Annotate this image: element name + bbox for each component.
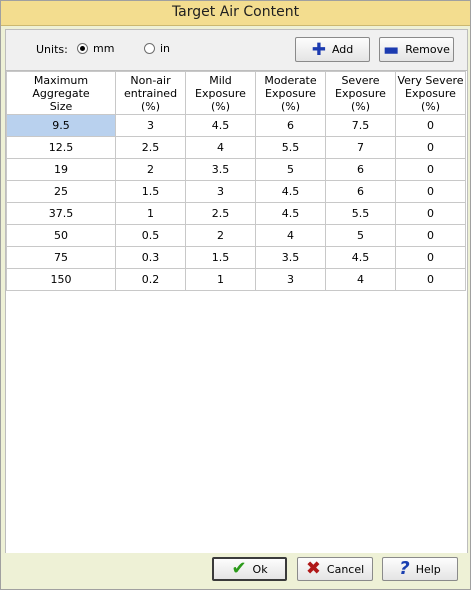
table-cell[interactable]: 3.5: [256, 247, 326, 269]
cancel-button-label: Cancel: [326, 562, 365, 576]
x-icon: ✖: [305, 558, 321, 579]
table-cell[interactable]: 12.5: [7, 137, 116, 159]
column-header-aggregate-size[interactable]: [7, 72, 116, 115]
header-line: entrained: [123, 86, 178, 100]
table-cell[interactable]: 0: [396, 247, 466, 269]
window-title: Target Air Content: [171, 4, 300, 20]
table-cell[interactable]: 2.5: [186, 203, 256, 225]
column-header-non-air-entrained[interactable]: [116, 72, 186, 115]
table-cell[interactable]: 0.3: [116, 247, 186, 269]
table-cell[interactable]: 0: [396, 181, 466, 203]
units-radio-in-label: in: [160, 42, 171, 55]
header-line: Non-air: [130, 73, 171, 87]
table-row[interactable]: [7, 115, 466, 137]
table-cell[interactable]: 5.5: [326, 203, 396, 225]
table-row[interactable]: [7, 159, 466, 181]
table-cell[interactable]: 0: [396, 115, 466, 137]
header-line: (%): [140, 99, 161, 113]
air-content-table-area[interactable]: [6, 70, 467, 553]
table-cell[interactable]: 0.2: [116, 269, 186, 291]
table-cell[interactable]: 6: [256, 115, 326, 137]
table-cell[interactable]: 5.5: [256, 137, 326, 159]
table-cell[interactable]: 150: [7, 269, 116, 291]
table-cell[interactable]: 0: [396, 225, 466, 247]
table-cell[interactable]: 5: [326, 225, 396, 247]
table-cell[interactable]: 3: [256, 269, 326, 291]
table-cell[interactable]: 4.5: [256, 181, 326, 203]
table-cell[interactable]: 0: [396, 159, 466, 181]
table-cell[interactable]: 5: [256, 159, 326, 181]
table-cell[interactable]: 1: [186, 269, 256, 291]
header-line: Maximum Aggregate: [32, 73, 90, 100]
ok-button-label: Ok: [252, 562, 268, 576]
header-line: (%): [350, 99, 371, 113]
table-cell[interactable]: 3: [116, 115, 186, 137]
table-row[interactable]: [7, 247, 466, 269]
header-line: (%): [210, 99, 231, 113]
table-cell[interactable]: 2: [116, 159, 186, 181]
table-cell[interactable]: 7: [326, 137, 396, 159]
radio-unselected-icon[interactable]: [144, 43, 155, 54]
header-line: (%): [280, 99, 301, 113]
minus-icon: ▬: [383, 39, 400, 60]
add-button-label: Add: [331, 43, 354, 56]
dialog-body: [5, 29, 468, 553]
table-header-row: [7, 72, 466, 115]
table-cell[interactable]: 0: [396, 269, 466, 291]
column-header-severe-exposure[interactable]: [326, 72, 396, 115]
table-cell[interactable]: 4: [326, 269, 396, 291]
table-cell[interactable]: 3: [186, 181, 256, 203]
column-header-very-severe-exposure[interactable]: [396, 72, 466, 115]
table-cell[interactable]: 1.5: [116, 181, 186, 203]
table-row[interactable]: [7, 181, 466, 203]
remove-button-label: Remove: [405, 43, 450, 56]
table-cell[interactable]: 4.5: [256, 203, 326, 225]
help-button-label: Help: [415, 562, 441, 576]
header-line: Exposure: [265, 86, 316, 100]
header-line: Mild: [209, 73, 232, 87]
table-cell[interactable]: 19: [7, 159, 116, 181]
header-line: Severe: [341, 73, 380, 87]
remove-button[interactable]: [379, 37, 454, 62]
table-cell[interactable]: 4: [186, 137, 256, 159]
checkmark-icon: ✔: [231, 558, 247, 579]
table-row[interactable]: [7, 225, 466, 247]
column-header-moderate-exposure[interactable]: [256, 72, 326, 115]
table-cell[interactable]: 75: [7, 247, 116, 269]
table-cell[interactable]: 2: [186, 225, 256, 247]
table-cell[interactable]: 2.5: [116, 137, 186, 159]
column-header-mild-exposure[interactable]: [186, 72, 256, 115]
table-row[interactable]: [7, 203, 466, 225]
header-line: Exposure: [335, 86, 386, 100]
table-row[interactable]: [7, 269, 466, 291]
table-cell[interactable]: 4.5: [326, 247, 396, 269]
radio-selected-icon[interactable]: [77, 43, 88, 54]
table-cell[interactable]: 50: [7, 225, 116, 247]
title-bar[interactable]: [1, 1, 470, 26]
table-cell[interactable]: 1: [116, 203, 186, 225]
help-button[interactable]: [382, 557, 458, 581]
table-cell[interactable]: 0.5: [116, 225, 186, 247]
header-line: Size: [49, 99, 73, 113]
header-line: Very Severe: [397, 73, 464, 87]
table-cell[interactable]: 3.5: [186, 159, 256, 181]
header-line: Exposure: [405, 86, 456, 100]
header-line: (%): [420, 99, 441, 113]
units-radio-in[interactable]: [144, 42, 170, 55]
table-row[interactable]: [7, 137, 466, 159]
table-cell[interactable]: 6: [326, 181, 396, 203]
header-line: Moderate: [264, 73, 317, 87]
table-cell[interactable]: 7.5: [326, 115, 396, 137]
air-content-table: [6, 71, 466, 291]
table-cell[interactable]: 1.5: [186, 247, 256, 269]
ok-button[interactable]: [212, 557, 287, 581]
table-cell[interactable]: 4.5: [186, 115, 256, 137]
plus-icon: ✚: [311, 39, 326, 60]
table-cell[interactable]: 0: [396, 137, 466, 159]
header-line: Exposure: [195, 86, 246, 100]
table-cell[interactable]: 4: [256, 225, 326, 247]
units-radio-mm[interactable]: [77, 42, 114, 55]
table-cell[interactable]: 6: [326, 159, 396, 181]
question-icon: ?: [399, 558, 410, 579]
table-cell[interactable]: 37.5: [7, 203, 116, 225]
units-label: Units:: [36, 43, 68, 56]
table-cell[interactable]: 25: [7, 181, 116, 203]
units-radio-mm-label: mm: [93, 42, 115, 55]
table-cell[interactable]: 9.5: [7, 115, 116, 137]
table-cell[interactable]: 0: [396, 203, 466, 225]
cancel-button[interactable]: [297, 557, 373, 581]
add-button[interactable]: [295, 37, 370, 62]
